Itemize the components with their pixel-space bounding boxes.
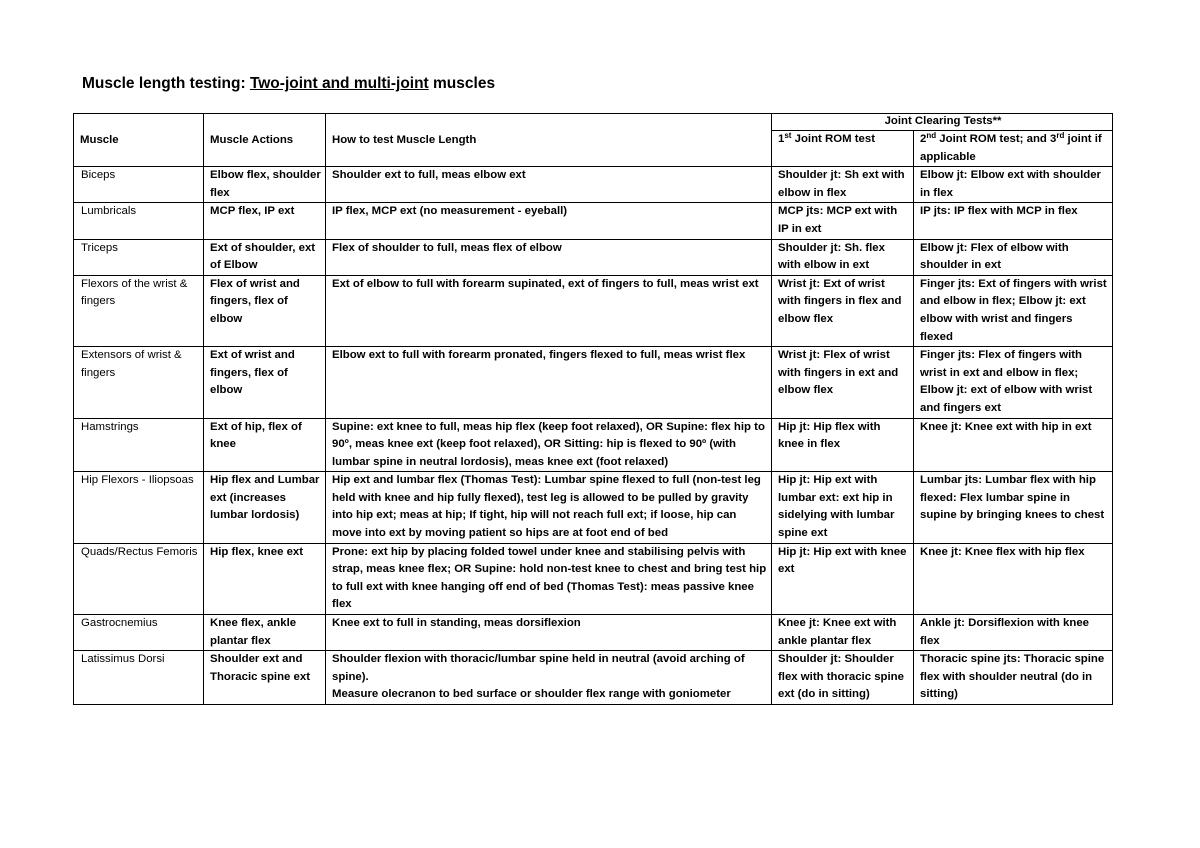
title-suffix: muscles xyxy=(428,75,496,92)
actions-cell: Shoulder ext and Thoracic spine ext xyxy=(204,651,326,705)
table-row xyxy=(74,203,1113,239)
rom2-cell: IP jts: IP flex with MCP in flex xyxy=(914,203,1113,239)
actions-cell: Ext of hip, flex of knee xyxy=(204,418,326,472)
actions-cell: Hip flex and Lumbar ext (increases lumbar lordosis) xyxy=(204,472,326,543)
rom2-cell: Finger jts: Ext of fingers with wrist and elbow in flex; Elbow jt: ext elbow with wrist and fingers flexed xyxy=(914,275,1113,346)
table-row xyxy=(74,651,1113,705)
muscle-cell: Lumbricals xyxy=(74,203,204,239)
actions-cell: Elbow flex, shoulder flex xyxy=(204,167,326,203)
rom2-cell: Elbow jt: Elbow ext with shoulder in flex xyxy=(914,167,1113,203)
rom2-cell: Lumbar jts: Lumbar flex with hip flexed: Flex lumbar spine in supine by bringing knees to chest xyxy=(914,472,1113,543)
muscle-cell: Quads/Rectus Femoris xyxy=(74,543,204,614)
how-cell xyxy=(326,651,772,705)
actions-cell: Knee flex, ankle plantar flex xyxy=(204,615,326,651)
header-first-joint-rom: 1st Joint ROM test xyxy=(772,131,914,167)
rom2-cell: Ankle jt: Dorsiflexion with knee flex xyxy=(914,615,1113,651)
table-row xyxy=(74,167,1113,203)
rom1-cell: Hip jt: Hip flex with knee in flex xyxy=(772,418,914,472)
muscle-cell: Flexors of the wrist & fingers xyxy=(74,275,204,346)
header-second-joint-rom: 2nd Joint ROM test; and 3rd joint if applicable xyxy=(914,131,1113,167)
muscle-cell: Hip Flexors - Iliopsoas xyxy=(74,472,204,543)
rom2-cell: Knee jt: Knee flex with hip flex xyxy=(914,543,1113,614)
table-row xyxy=(74,239,1113,275)
table-row xyxy=(74,543,1113,614)
table-row xyxy=(74,472,1113,543)
table-row xyxy=(74,615,1113,651)
how-cell: Hip ext and lumbar flex (Thomas Test): Lumbar spine flexed to full (non-test leg held with knee and hip fully flexed), test leg is allowed to be pulled by gravity into hip ext; meas at hip; If tight, hip will not reach full ext; if loose, hip can move into ext by moving patient so hips are at foot end of bed xyxy=(326,472,772,543)
rom1-cell: Wrist jt: Flex of wrist with fingers in ext and elbow flex xyxy=(772,347,914,418)
header-how-to-test: How to test Muscle Length xyxy=(326,114,772,167)
rom1-cell: Wrist jt: Ext of wrist with fingers in flex and elbow flex xyxy=(772,275,914,346)
header-joint-clearing-tests: Joint Clearing Tests** xyxy=(772,114,1113,131)
muscle-cell: Biceps xyxy=(74,167,204,203)
table-row xyxy=(74,275,1113,346)
how-cell: IP flex, MCP ext (no measurement - eyeball) xyxy=(326,203,772,239)
how-cell: Elbow ext to full with forearm pronated, fingers flexed to full, meas wrist flex xyxy=(326,347,772,418)
how-text-line-1: Shoulder flexion with thoracic/lumbar spine held in neutral (avoid arching of spine). xyxy=(332,653,745,683)
rom1-cell: Shoulder jt: Sh. flex with elbow in ext xyxy=(772,239,914,275)
rom2-cell: Thoracic spine jts: Thoracic spine flex with shoulder neutral (do in sitting) xyxy=(914,651,1113,705)
rom1-cell: Shoulder jt: Sh ext with elbow in flex xyxy=(772,167,914,203)
muscle-cell: Latissimus Dorsi xyxy=(74,651,204,705)
how-text-line-2: Measure olecranon to bed surface or shoulder flex range with goniometer xyxy=(332,688,731,701)
muscle-length-table xyxy=(73,113,1113,705)
muscle-cell: Extensors of wrist & fingers xyxy=(74,347,204,418)
rom2-cell: Finger jts: Flex of fingers with wrist in ext and elbow in flex; Elbow jt: ext of elbow with wrist and fingers ext xyxy=(914,347,1113,418)
how-cell: Supine: ext knee to full, meas hip flex (keep foot relaxed), OR Supine: flex hip to 90º, meas knee ext (keep foot relaxed), OR Sitting: hip is flexed to 90º (with lumbar spine in neutral lordosis), meas knee ext (foot relaxed) xyxy=(326,418,772,472)
rom2-cell: Knee jt: Knee ext with hip in ext xyxy=(914,418,1113,472)
actions-cell: Ext of wrist and fingers, flex of elbow xyxy=(204,347,326,418)
muscle-cell: Triceps xyxy=(74,239,204,275)
how-cell: Flex of shoulder to full, meas flex of elbow xyxy=(326,239,772,275)
how-cell: Ext of elbow to full with forearm supinated, ext of fingers to full, meas wrist ext xyxy=(326,275,772,346)
table-header-row xyxy=(74,114,1113,131)
rom1-cell: Knee jt: Knee ext with ankle plantar flex xyxy=(772,615,914,651)
page-title xyxy=(82,75,495,93)
actions-cell: MCP flex, IP ext xyxy=(204,203,326,239)
table-row xyxy=(74,418,1113,472)
table-row xyxy=(74,347,1113,418)
title-underlined: Two-joint and multi-joint xyxy=(249,75,429,92)
how-cell: Knee ext to full in standing, meas dorsiflexion xyxy=(326,615,772,651)
how-cell: Prone: ext hip by placing folded towel under knee and stabilising pelvis with strap, meas knee flex; OR Supine: hold non-test knee to chest and bring test hip to full ext with knee hanging off end of bed (Thomas Test): meas passive knee flex xyxy=(326,543,772,614)
header-muscle: Muscle xyxy=(74,114,204,167)
muscle-cell: Hamstrings xyxy=(74,418,204,472)
actions-cell: Ext of shoulder, ext of Elbow xyxy=(204,239,326,275)
how-cell: Shoulder ext to full, meas elbow ext xyxy=(326,167,772,203)
muscle-cell: Gastrocnemius xyxy=(74,615,204,651)
rom2-cell: Elbow jt: Flex of elbow with shoulder in ext xyxy=(914,239,1113,275)
rom1-cell: Hip jt: Hip ext with knee ext xyxy=(772,543,914,614)
actions-cell: Flex of wrist and fingers, flex of elbow xyxy=(204,275,326,346)
rom1-cell: Shoulder jt: Shoulder flex with thoracic spine ext (do in sitting) xyxy=(772,651,914,705)
rom1-cell: MCP jts: MCP ext with IP in ext xyxy=(772,203,914,239)
actions-cell: Hip flex, knee ext xyxy=(204,543,326,614)
rom1-cell: Hip jt: Hip ext with lumbar ext: ext hip in sidelying with lumbar spine ext xyxy=(772,472,914,543)
title-prefix: Muscle length testing: xyxy=(82,75,250,92)
header-muscle-actions: Muscle Actions xyxy=(204,114,326,167)
